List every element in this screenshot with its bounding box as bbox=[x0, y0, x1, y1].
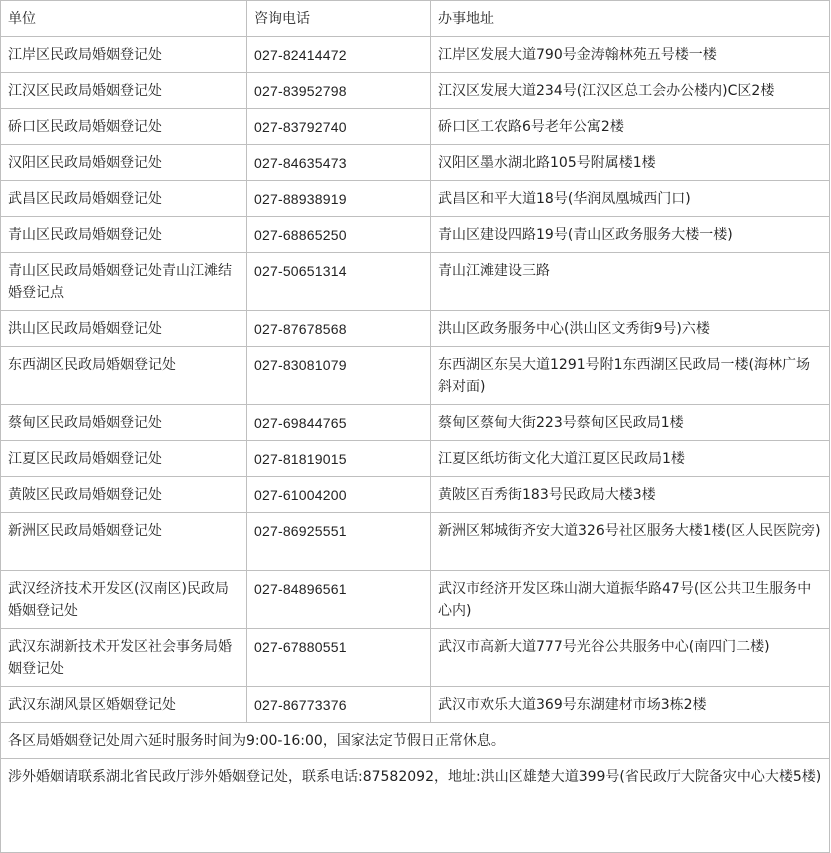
unit-cell: 武汉东湖风景区婚姻登记处 bbox=[1, 687, 247, 723]
unit-cell: 青山区民政局婚姻登记处青山江滩结婚登记点 bbox=[1, 253, 247, 311]
address-cell: 武汉市高新大道777号光谷公共服务中心(南四门二楼) bbox=[431, 629, 830, 687]
table-row bbox=[1, 181, 830, 217]
address-cell: 青山江滩建设三路 bbox=[431, 253, 830, 311]
table-row bbox=[1, 441, 830, 477]
service-hours-note: 各区局婚姻登记处周六延时服务时间为9:00-16:00，国家法定节假日正常休息。 bbox=[1, 723, 830, 759]
phone-cell: 027-86925551 bbox=[247, 513, 431, 571]
phone-cell: 027-88938919 bbox=[247, 181, 431, 217]
table-row bbox=[1, 73, 830, 109]
table-row bbox=[1, 253, 830, 311]
address-cell: 武汉市经济开发区珠山湖大道振华路47号(区公共卫生服务中心内) bbox=[431, 571, 830, 629]
address-cell: 东西湖区东吴大道1291号附1东西湖区民政局一楼(海林广场斜对面) bbox=[431, 347, 830, 405]
header-phone: 咨询电话 bbox=[247, 1, 431, 37]
table-row bbox=[1, 629, 830, 687]
header-address: 办事地址 bbox=[431, 1, 830, 37]
table-row bbox=[1, 109, 830, 145]
address-cell: 蔡甸区蔡甸大街223号蔡甸区民政局1楼 bbox=[431, 405, 830, 441]
unit-cell: 硚口区民政局婚姻登记处 bbox=[1, 109, 247, 145]
phone-cell: 027-50651314 bbox=[247, 253, 431, 311]
unit-cell: 武昌区民政局婚姻登记处 bbox=[1, 181, 247, 217]
phone-cell: 027-83792740 bbox=[247, 109, 431, 145]
phone-cell: 027-69844765 bbox=[247, 405, 431, 441]
table-row bbox=[1, 513, 830, 571]
phone-cell: 027-83081079 bbox=[247, 347, 431, 405]
table-row bbox=[1, 347, 830, 405]
address-cell: 武昌区和平大道18号(华润凤凰城西门口) bbox=[431, 181, 830, 217]
address-cell: 江岸区发展大道790号金涛翰林苑五号楼一楼 bbox=[431, 37, 830, 73]
table-row bbox=[1, 571, 830, 629]
phone-cell: 027-67880551 bbox=[247, 629, 431, 687]
unit-cell: 蔡甸区民政局婚姻登记处 bbox=[1, 405, 247, 441]
phone-cell: 027-81819015 bbox=[247, 441, 431, 477]
phone-cell: 027-84635473 bbox=[247, 145, 431, 181]
phone-cell: 027-68865250 bbox=[247, 217, 431, 253]
table-header-row bbox=[1, 1, 830, 37]
unit-cell: 江夏区民政局婚姻登记处 bbox=[1, 441, 247, 477]
unit-cell: 黄陂区民政局婚姻登记处 bbox=[1, 477, 247, 513]
phone-cell: 027-84896561 bbox=[247, 571, 431, 629]
table-row bbox=[1, 217, 830, 253]
address-cell: 武汉市欢乐大道369号东湖建材市场3栋2楼 bbox=[431, 687, 830, 723]
foreign-marriage-note: 涉外婚姻请联系湖北省民政厅涉外婚姻登记处，联系电话:87582092，地址:洪山区雄楚大道399号(省民政厅大院备灾中心大楼5楼) bbox=[1, 759, 830, 853]
unit-cell: 江岸区民政局婚姻登记处 bbox=[1, 37, 247, 73]
service-hours-row bbox=[1, 723, 830, 759]
table-row bbox=[1, 687, 830, 723]
unit-cell: 新洲区民政局婚姻登记处 bbox=[1, 513, 247, 571]
table-row bbox=[1, 145, 830, 181]
phone-cell: 027-87678568 bbox=[247, 311, 431, 347]
address-cell: 江夏区纸坊街文化大道江夏区民政局1楼 bbox=[431, 441, 830, 477]
table-row bbox=[1, 405, 830, 441]
unit-cell: 青山区民政局婚姻登记处 bbox=[1, 217, 247, 253]
unit-cell: 汉阳区民政局婚姻登记处 bbox=[1, 145, 247, 181]
address-cell: 江汉区发展大道234号(江汉区总工会办公楼内)C区2楼 bbox=[431, 73, 830, 109]
foreign-marriage-row bbox=[1, 759, 830, 853]
table-row bbox=[1, 37, 830, 73]
unit-cell: 武汉东湖新技术开发区社会事务局婚姻登记处 bbox=[1, 629, 247, 687]
unit-cell: 武汉经济技术开发区(汉南区)民政局婚姻登记处 bbox=[1, 571, 247, 629]
phone-cell: 027-61004200 bbox=[247, 477, 431, 513]
header-unit: 单位 bbox=[1, 1, 247, 37]
unit-cell: 洪山区民政局婚姻登记处 bbox=[1, 311, 247, 347]
unit-cell: 江汉区民政局婚姻登记处 bbox=[1, 73, 247, 109]
phone-cell: 027-83952798 bbox=[247, 73, 431, 109]
address-cell: 洪山区政务服务中心(洪山区文秀街9号)六楼 bbox=[431, 311, 830, 347]
unit-cell: 东西湖区民政局婚姻登记处 bbox=[1, 347, 247, 405]
address-cell: 新洲区邾城街齐安大道326号社区服务大楼1楼(区人民医院旁) bbox=[431, 513, 830, 571]
address-cell: 硚口区工农路6号老年公寓2楼 bbox=[431, 109, 830, 145]
table-row bbox=[1, 477, 830, 513]
address-cell: 汉阳区墨水湖北路105号附属楼1楼 bbox=[431, 145, 830, 181]
phone-cell: 027-82414472 bbox=[247, 37, 431, 73]
phone-cell: 027-86773376 bbox=[247, 687, 431, 723]
address-cell: 青山区建设四路19号(青山区政务服务大楼一楼) bbox=[431, 217, 830, 253]
table-row bbox=[1, 311, 830, 347]
address-cell: 黄陂区百秀街183号民政局大楼3楼 bbox=[431, 477, 830, 513]
